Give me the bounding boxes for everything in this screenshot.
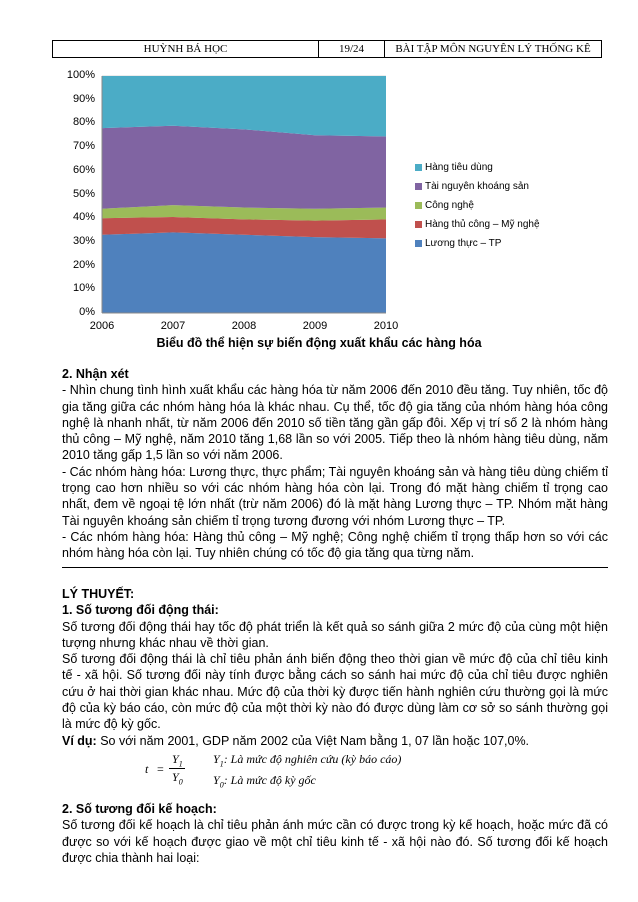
x-tick-label: 2010 xyxy=(373,320,399,332)
section-2 xyxy=(62,801,608,866)
formula-numerator: $Y_1$ xyxy=(172,752,183,769)
legend-swatch xyxy=(415,183,422,190)
legend-swatch xyxy=(415,164,422,171)
legend-label: Lương thực – TP xyxy=(425,238,502,249)
area-series xyxy=(102,232,386,313)
y-tick-label: 30% xyxy=(72,234,95,247)
legend-label: Hàng tiêu dùng xyxy=(425,162,493,173)
page-header xyxy=(52,40,602,58)
remark-section xyxy=(62,366,608,562)
legend-swatch xyxy=(415,221,422,228)
section-2-heading: 2. Số tương đối kế hoạch: xyxy=(62,802,217,816)
formula-lhs: t xyxy=(145,762,149,776)
y-tick-label: 0% xyxy=(79,306,95,318)
formula-denominator: $Y_0$ xyxy=(172,770,183,787)
y0-definition: $Y_0$: Là mức độ kỳ gốc xyxy=(213,773,316,790)
section-2-paragraph-1: Số tương đối kế hoạch là chỉ tiêu phản ánh mức cần có được trong kỳ kế hoạch, hoặc mức đã có được so với kế hoạch được giao về một chỉ tiêu kinh tế - xã hội nào đó. Số tương đối kế hoạch được chia thành hai loại: xyxy=(62,818,608,865)
formula-block xyxy=(145,752,465,788)
chart-title: Biểu đồ thể hiện sự biến động xuất khẩu các hàng hóa xyxy=(156,336,482,350)
header-page-number: 19/24 xyxy=(319,41,385,57)
x-tick-label: 2006 xyxy=(89,320,115,332)
y-tick-label: 60% xyxy=(72,163,95,176)
chart-legend xyxy=(415,158,540,253)
remark-paragraph-3: - Các nhóm hàng hóa: Hàng thủ công – Mỹ nghệ; Công nghệ chiếm tỉ trọng thấp hơn so với các nhóm hàng hóa còn lại. Tuy nhiên chúng có tốc độ gia tăng qua từng năm. xyxy=(62,529,608,561)
example-text: So với năm 2001, GDP năm 2002 của Việt Nam bằng 1, 07 lần hoặc 107,0%. xyxy=(96,733,530,748)
y-tick-label: 50% xyxy=(72,187,95,200)
section-1-paragraph-2: Số tương đối động thái là chỉ tiêu phản ánh biến động theo thời gian về mức độ của chỉ tiêu kinh tế - xã hội. Số tương đối này tính được bằng cách so sánh hai mức độ của chỉ tiêu được nghiên cứu ở hai thời gian khác nhau. Mức độ của thời kỳ được tiến hành nghiên cứu thường gọi là mức độ của kỳ báo cáo, còn mức độ của một thời kỳ nào đó được dùng làm cơ sở so sánh thường gọi là mức độ kỳ gốc. xyxy=(62,652,608,732)
header-author: HUỲNH BÁ HỌC xyxy=(53,41,319,57)
legend-item xyxy=(415,215,540,234)
example-label: Ví dụ: xyxy=(62,733,97,748)
legend-label: Công nghệ xyxy=(425,200,474,211)
fraction-bar xyxy=(169,768,185,769)
remark-paragraph-2: - Các nhóm hàng hóa: Lương thực, thực phẩm; Tài nguyên khoáng sản và hàng tiêu dùng chiếm tỉ trọng cao hơn nhiều so với các nhóm hàng hóa còn lại. Trong đó mặt hàng chiếm tỉ trọng cao nhất, đem về ngoại tệ lớn nhất (trừ năm 2006) đó là mặt hàng Lương thực – TP. Nhóm mặt hàng Tài nguyên khoáng sản chiếm tỉ trọng tương đương với nhóm Lương thực – TP. xyxy=(62,464,608,528)
y-tick-label: 40% xyxy=(72,211,95,224)
remark-paragraph-1: - Nhìn chung tình hình xuất khẩu các hàng hóa từ năm 2006 đến 2010 đều tăng. Tuy nhiên, tốc độ gia tăng giữa các nhóm hàng hóa là khác nhau. Cụ thể, tốc độ gia tăng của nhóm hàng hóa công nghệ là nhanh nhất, từ năm 2006 đến 2010 số tiền tăng gần gấp đôi. Xếp vị trí số 2 là nhóm hàng thủ công – Mỹ nghệ, năm 2010 tăng 1,68 lần so với 2005. Tiếp theo là nhóm hàng tiêu dùng, năm 2010 tăng gấp 1,5 lần so với năm 2006. xyxy=(62,383,608,463)
x-tick-label: 2007 xyxy=(160,320,186,332)
y-tick-label: 10% xyxy=(72,282,95,295)
y-tick-label: 80% xyxy=(72,116,95,129)
y-tick-label: 90% xyxy=(72,92,95,105)
theory-heading: LÝ THUYẾT: xyxy=(62,587,135,601)
remark-heading: 2. Nhận xét xyxy=(62,367,129,381)
area-series xyxy=(102,126,386,209)
example-line xyxy=(62,733,608,749)
theory-section xyxy=(62,586,608,749)
legend-item xyxy=(415,177,540,196)
section-divider xyxy=(62,567,608,568)
y-tick-label: 100% xyxy=(66,69,95,81)
legend-swatch xyxy=(415,240,422,247)
y-tick-label: 70% xyxy=(72,140,95,153)
section-1-paragraph-1: Số tương đối động thái hay tốc độ phát triển là kết quả so sánh giữa 2 mức độ của cùng một hiện tượng nhưng khác nhau về thời gian. xyxy=(62,619,608,650)
formula-equals: = xyxy=(157,762,164,776)
legend-label: Hàng thủ công – Mỹ nghệ xyxy=(425,219,540,230)
y-tick-label: 20% xyxy=(72,258,95,271)
section-1-heading: 1. Số tương đối động thái: xyxy=(62,603,219,618)
stacked-area-chart xyxy=(60,68,580,338)
legend-label: Tài nguyên khoáng sản xyxy=(425,181,529,192)
legend-item xyxy=(415,196,540,215)
legend-swatch xyxy=(415,202,422,209)
x-tick-label: 2008 xyxy=(231,320,257,332)
legend-item xyxy=(415,234,540,253)
header-title: BÀI TẬP MÔN NGUYÊN LÝ THỐNG KÊ xyxy=(395,43,591,55)
x-tick-label: 2009 xyxy=(302,320,328,332)
y1-definition: $Y_1$: Là mức độ nghiên cứu (kỳ báo cáo) xyxy=(213,752,402,769)
legend-item xyxy=(415,158,540,177)
